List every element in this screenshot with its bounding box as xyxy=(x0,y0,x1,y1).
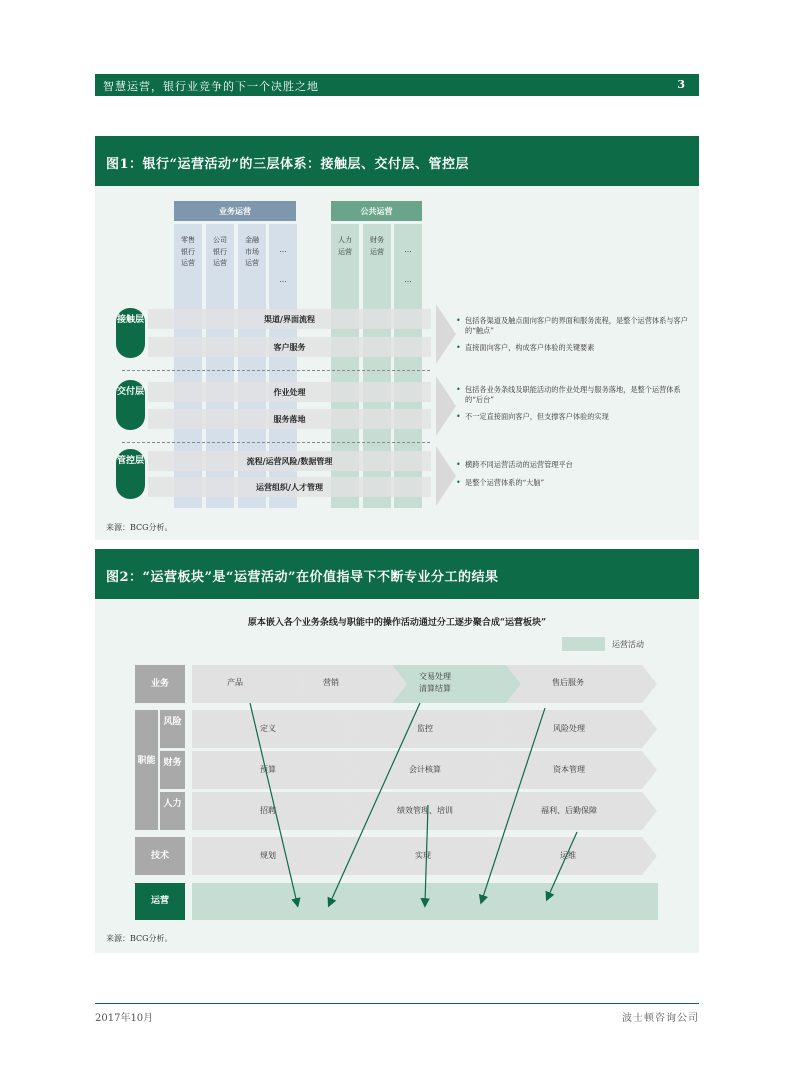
column-label: 财务运营 xyxy=(370,236,384,256)
figure-2-source: 来源：BCG分析。 xyxy=(106,934,173,943)
row-header-finance: 财务 xyxy=(160,751,185,789)
band-label: 渠道/界面流程 xyxy=(264,314,315,324)
step-label: 产品 xyxy=(227,678,243,687)
step-label: 资本管理 xyxy=(553,765,585,774)
bullet-control-2: • 是整个运营体系的“大脑” xyxy=(456,478,545,487)
layer-contact-label: 接触层 xyxy=(116,308,145,358)
step-label: 绩效管理、培训 xyxy=(397,806,453,815)
row-header-ops: 运营 xyxy=(135,883,185,920)
band-label: 运营组织/人才管理 xyxy=(256,482,323,492)
legend-label: 运营活动 xyxy=(612,640,644,649)
step-label: 会计核算 xyxy=(409,765,441,774)
bullet-contact-1: • 包括各渠道及触点面向客户的界面和服务流程，是整个运营体系与客户的“触点” xyxy=(456,316,688,335)
figure-2-title: 图2：“运营板块”是“运营活动”在价值指导下不断专业分工的结果 xyxy=(95,549,699,599)
band-label: 作业处理 xyxy=(273,387,306,397)
bullet-control-1: • 横跨不同运营活动的运营管理平台 xyxy=(456,460,573,469)
column-label: 公司银行运营 xyxy=(213,236,227,268)
business-ops-header: 业务运营 xyxy=(174,201,296,221)
arrow-product-to-ops xyxy=(250,703,297,903)
step-label: 监控 xyxy=(417,724,433,733)
public-ops-header: 公共运营 xyxy=(331,201,422,221)
band-label: 服务落地 xyxy=(273,414,306,424)
row-header-tech: 技术 xyxy=(135,837,185,875)
bullet-delivery-2: • 不一定直接面向客户，但支撑客户体验的实现 xyxy=(456,412,609,421)
bullet-contact-2: • 直接面向客户，构成客户体验的关键要素 xyxy=(456,343,595,352)
arrow-tech-to-ops xyxy=(548,832,577,897)
row-header-risk: 风险 xyxy=(160,710,185,748)
footer-date: 2017年10月 xyxy=(95,1013,154,1024)
step-label: 交易处理 清算结算 xyxy=(419,672,451,693)
step-label: 定义 xyxy=(260,724,276,733)
step-label: 售后服务 xyxy=(552,678,584,687)
column-label: 金融市场运营 xyxy=(245,236,259,268)
step-label: 营销 xyxy=(323,678,339,687)
bullet-delivery-1: • 包括各业务条线及职能活动的作业处理与服务落地，是整个运营体系的“后台” xyxy=(456,385,681,404)
row-header-function: 职能 xyxy=(135,710,158,830)
page-number: 3 xyxy=(677,78,685,91)
column-label: 零售银行运营 xyxy=(181,236,195,268)
row-header-business: 业务 xyxy=(135,665,185,703)
header-title: 智慧运营，银行业竞争的下一个决胜之地 xyxy=(103,80,319,93)
row-header-hr: 人力 xyxy=(160,792,185,830)
figure-1-source: 来源：BCG分析。 xyxy=(106,523,173,532)
column-label-ellipsis: … … xyxy=(279,246,287,284)
band-label: 流程/运营风险/数据管理 xyxy=(246,456,333,466)
layer-delivery-label: 交付层 xyxy=(116,380,145,430)
layer-control-label: 管控层 xyxy=(116,449,145,499)
figure-1-title: 图1：银行“运营活动”的三层体系：接触层、交付层、管控层 xyxy=(95,136,699,186)
step-label: 福利、后勤保障 xyxy=(541,806,597,815)
arrow-hr-to-ops xyxy=(425,805,428,903)
figure-2-subtitle: 原本嵌入各个业务条线与职能中的操作活动通过分工逐步聚合成“运营板块” xyxy=(247,618,547,628)
footer-divider xyxy=(95,1003,699,1004)
arrow-transaction-to-ops xyxy=(330,703,420,903)
arrow-aftersales-to-ops xyxy=(482,708,545,900)
step-label: 规划 xyxy=(260,851,276,860)
step-label: 招聘 xyxy=(260,806,276,815)
footer-company: 波士顿咨询公司 xyxy=(622,1013,699,1024)
band-label: 客户服务 xyxy=(273,342,306,352)
column-label: 人力运营 xyxy=(338,236,352,256)
step-label: 预算 xyxy=(260,765,276,774)
step-label: 实现 xyxy=(415,851,431,860)
step-label: 运维 xyxy=(560,851,576,860)
step-label: 风险处理 xyxy=(553,724,585,733)
column-label-ellipsis: … … xyxy=(404,246,412,284)
